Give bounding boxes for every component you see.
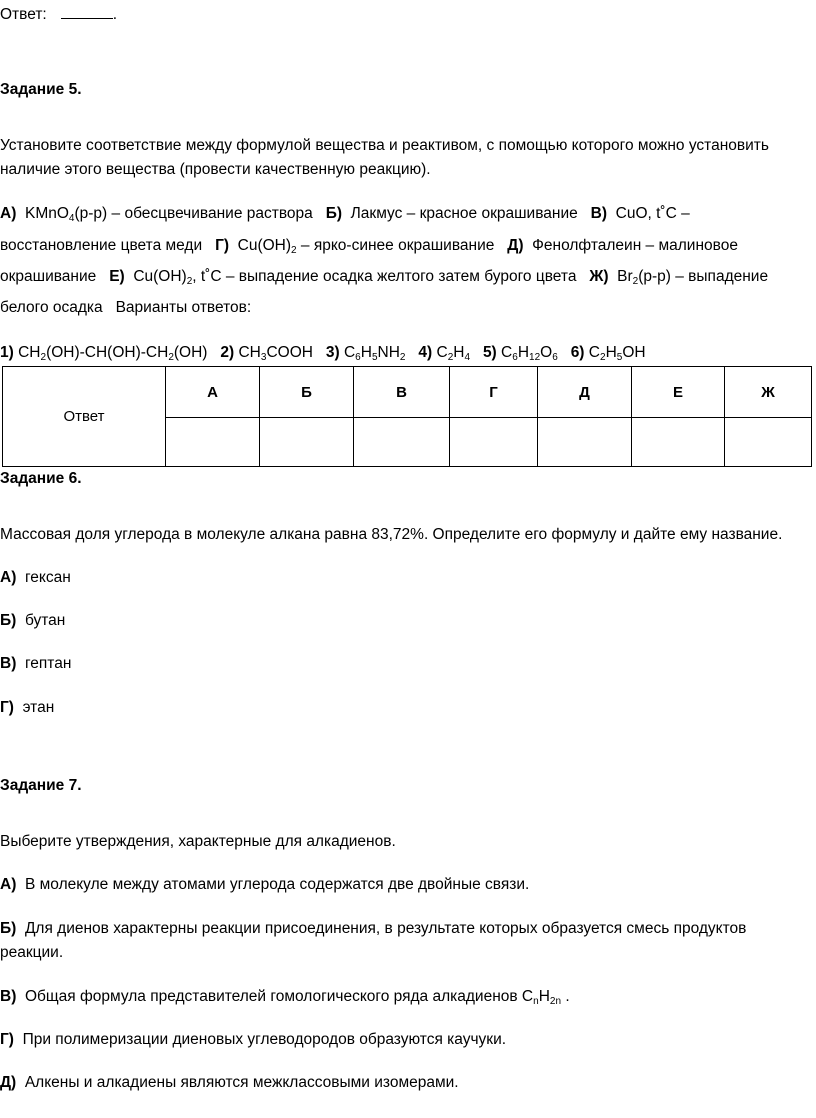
task6-option-a: А) гексан (0, 569, 71, 586)
task5-intro-line1: Установите соответствие между формулой вещества и реактивом, с помощью которого можно установить (0, 137, 769, 154)
table-cell-a[interactable] (166, 418, 260, 467)
task5-answers-line (0, 343, 646, 363)
task7-question: Выберите утверждения, характерные для алкадиенов. (0, 833, 396, 850)
option-v-text: CuO, t˚C – (615, 205, 690, 222)
option-d-label: Д) (507, 237, 524, 254)
option-v-text-cont: восстановление цвета меди (0, 237, 203, 254)
variants-label: Варианты ответов: (115, 299, 252, 316)
table-header-a: А (166, 367, 260, 418)
table-cell-b[interactable] (260, 418, 354, 467)
option-d-text: Фенолфталеин – малиновое (532, 237, 738, 254)
option-a-text: KMnO$_4$(р-р) – обесцвечивание раствора (24, 205, 313, 224)
task7-option-a: А) В молекуле между атомами углерода содержатся две двойные связи. (0, 876, 530, 893)
task7-option-d: Д) Алкены и алкадиены являются межклассовыми изомерами. (0, 1074, 459, 1091)
task7-option-v: В) Общая формула представителей гомологического ряда алкадиенов $C_nH_{2n}$ . (0, 988, 570, 1007)
option-a-label: А) (0, 205, 17, 222)
option-g-text: $Cu(OH)_2$ – ярко-синее окрашивание (237, 237, 495, 256)
table-cell-zh[interactable] (725, 418, 812, 467)
task7-option-g: Г) При полимеризации диеновых углеводородов образуются каучуки. (0, 1031, 507, 1048)
table-header-v: В (354, 367, 450, 418)
task6-option-b: Б) бутан (0, 612, 66, 629)
answer-5: 5) $C_6H_{12}O_6$ (482, 344, 558, 363)
task6-heading: Задание 6. (0, 470, 82, 487)
option-v-label: В) (590, 205, 608, 222)
option-e-text: $Cu(OH)_2$, t˚C – выпадение осадка желтого затем бурого цвета (133, 268, 577, 287)
table-cell-v[interactable] (354, 418, 450, 467)
option-b-label: Б) (325, 205, 342, 222)
table-cell-g[interactable] (450, 418, 538, 467)
answer-6: 6) $C_2H_5OH$ (570, 344, 646, 363)
option-zh-text-cont: белого осадка (0, 299, 103, 316)
answer-suffix: . (112, 6, 118, 23)
table-cell-e[interactable] (632, 418, 725, 467)
option-zh-text: $Br_2(р-р)$ – выпадение (617, 268, 769, 287)
table-header-g: Г (450, 367, 538, 418)
task7-heading: Задание 7. (0, 777, 82, 794)
table-header-e: Е (632, 367, 725, 418)
answer-line (0, 4, 117, 25)
option-e-label: Е) (109, 268, 125, 285)
answer-1: 1) $CH_2(OH)-CH(OH)-CH_2(OH)$ (0, 344, 208, 363)
option-g-label: Г) (215, 237, 230, 254)
table-row-label: Ответ (3, 367, 166, 467)
task6-option-g: Г) этан (0, 699, 55, 716)
task5-intro-line2: наличие этого вещества (провести качественную реакцию). (0, 161, 431, 178)
table-cell-d[interactable] (538, 418, 632, 467)
option-zh-label: Ж) (589, 268, 609, 285)
task5-options-line1 (0, 204, 690, 224)
task7-option-b-cont: реакции. (0, 944, 64, 961)
answer-4: 4) $C_2H_4$ (418, 344, 471, 363)
option-d-text-cont: окрашивание (0, 268, 97, 285)
answer-3: 3) $C_6H_5NH_2$ (325, 344, 406, 363)
task6-option-v: В) гептан (0, 655, 72, 672)
answer-label: Ответ: (0, 6, 47, 23)
table-header-d: Д (538, 367, 632, 418)
answer-blank[interactable] (61, 4, 113, 19)
task7-option-b: Б) Для диенов характерны реакции присоединения, в результате которых образуется смесь продуктов (0, 920, 747, 937)
option-b-text: Лакмус – красное окрашивание (350, 205, 578, 222)
table-header-b: Б (260, 367, 354, 418)
task6-question: Массовая доля углерода в молекуле алкана равна 83,72%. Определите его формулу и дайте ему название. (0, 526, 783, 543)
table-header-zh: Ж (725, 367, 812, 418)
answer-2: 2) $CH_3COOH$ (220, 344, 313, 363)
task5-heading: Задание 5. (0, 81, 82, 98)
task5-options-line4 (0, 298, 251, 318)
task5-options-line2 (0, 236, 738, 256)
answer-table (2, 366, 812, 467)
task5-options-line3 (0, 267, 768, 287)
